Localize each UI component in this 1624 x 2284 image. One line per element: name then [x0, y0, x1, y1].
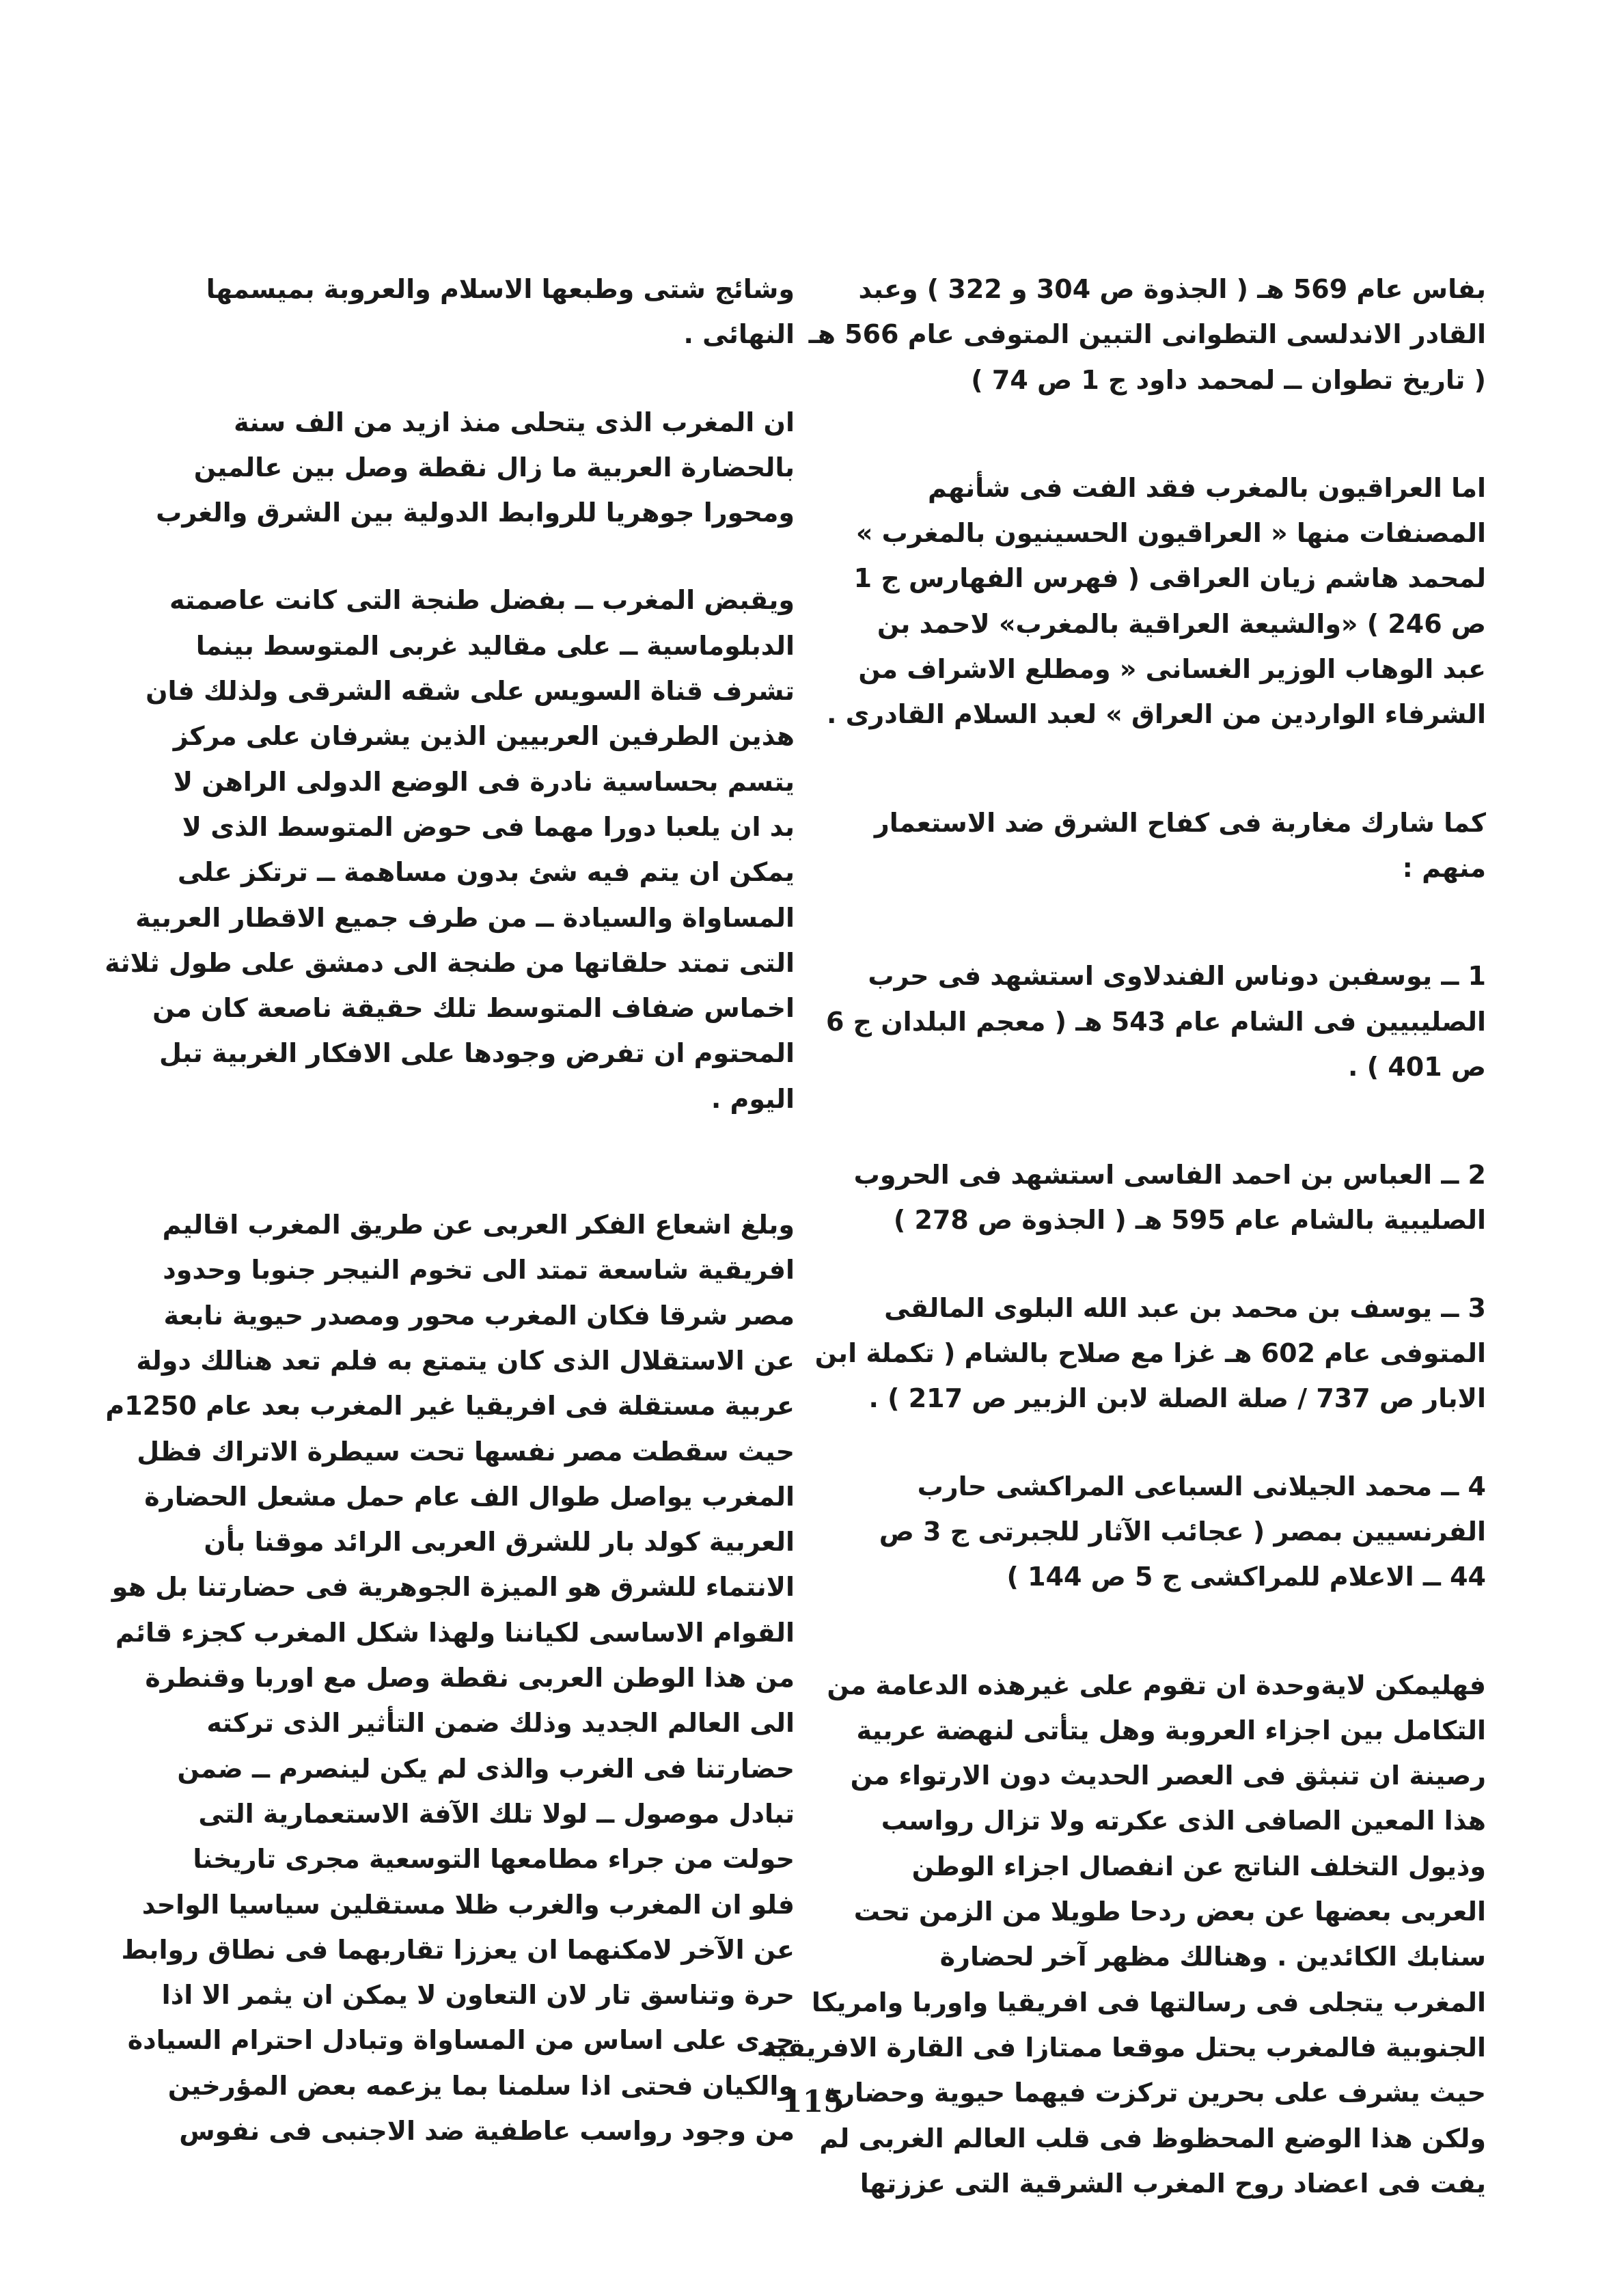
text-line: وشائج شتى وطبعها الاسلام والعروبة بميسمها — [206, 274, 795, 304]
text-line: الفرنسيين بمصر ( عجائب الآثار للجبرتى ج 3 ص — [879, 1516, 1486, 1547]
text-line: بفاس عام 569 هـ ( الجذوة ص 304 و 322 ) وعبد — [858, 274, 1486, 304]
text-line: اخماس ضفاف المتوسط تلك حقيقة ناصعة كان من — [152, 993, 795, 1024]
list-item-4 — [847, 1464, 1486, 1600]
text-line: كما شارك مغاربة فى كفاح الشرق ضد الاستعمار — [874, 807, 1486, 838]
text-line: حيث يشرف على بحرين تركزت فيهما حيوية وحضارة — [824, 2078, 1486, 2108]
text-line: الانتماء للشرق هو الميزة الجوهرية فى حضارتنا بل هو — [111, 1572, 795, 1603]
paragraph-fes-scholars — [808, 267, 1486, 403]
text-line: عن الآخر لامكنهما ان يعززا تقاربهما فى نطاق روابط — [121, 1934, 795, 1965]
text-line: سنابك الكائدين . وهنالك مظهر آخر لحضارة — [939, 1942, 1486, 1972]
text-line: يفت فى اعضاد روح المغرب الشرقية التى عززتها — [859, 2168, 1486, 2199]
paragraph-participation-intro — [847, 800, 1486, 891]
text-line: وذيول التخلف الناتج عن انفصال اجزاء الوطن — [911, 1851, 1486, 1881]
paragraph-continuation — [156, 267, 795, 357]
left-column — [105, 267, 795, 2153]
text-line: المصنفات منها « العراقيون الحسينيون بالمغرب » — [855, 518, 1486, 549]
paragraph-morocco-bridge — [156, 400, 795, 536]
text-line: التى تمتد حلقاتها من طنجة الى دمشق على طول ثلاثة — [105, 947, 795, 978]
text-line: المتوفى عام 602 هـ غزا مع صلاح بالشام ( تكملة ابن — [814, 1338, 1486, 1369]
text-line: حيث سقطت مصر نفسها تحت سيطرة الاتراك فظل — [137, 1436, 795, 1467]
text-line: المساواة والسيادة ــ من طرف جميع الاقطار العربية — [135, 902, 795, 933]
text-line: 44 ــ الاعلام للمراكشى ج 5 ص 144 ) — [1006, 1562, 1486, 1592]
text-line: فهليمكن لايةوحدة ان تقوم على غيرهذه الدعامة من — [827, 1670, 1486, 1700]
text-line: الصليبية بالشام عام 595 هـ ( الجذوة ص 278 ) — [893, 1205, 1486, 1236]
text-line: تبادل موصول ــ لولا تلك الآفة الاستعمارية التى — [198, 1798, 795, 1829]
text-line: والكيان فحتى اذا سلمنا بما يزعمه بعض المؤرخين — [167, 2070, 795, 2101]
text-line: تشرف قناة السويس على شقه الشرقى ولذلك فان — [146, 676, 795, 707]
text-line: هذين الطرفين العربيين الذين يشرفان على مركز — [173, 721, 795, 752]
text-line: حرة وتناسق تار لان التعاون لا يمكن ان يثمر الا اذا — [161, 1980, 795, 2011]
list-item-2 — [847, 1152, 1486, 1243]
text-line: حضارتنا فى الغرب والذى لم يكن لينصرم ــ ضمن — [177, 1753, 795, 1784]
text-line: الدبلوماسية ــ على مقاليد غربى المتوسط بينما — [195, 630, 795, 661]
text-line: الى العالم الجديد وذلك ضمن التأثير الذى تركته — [206, 1708, 795, 1739]
text-line: ص 401 ) . — [1348, 1051, 1486, 1082]
list-item-1 — [825, 953, 1486, 1089]
text-line: ص 246 ) «والشيعة العراقية بالمغرب» لاحمد بن — [877, 608, 1486, 639]
text-line: القوام الاساسى لكياننا ولهذا شكل المغرب كجزء قائم — [115, 1617, 795, 1648]
text-line: ولكن هذا الوضع المحظوظ فى قلب العالم الغربى لم — [819, 2123, 1486, 2153]
text-line: المحتوم ان تفرض وجودها على الافكار الغربية تبل — [159, 1038, 795, 1069]
paragraph-iraqis-in-morocco — [826, 465, 1486, 737]
text-line: بد ان يلعبا دورا مهما فى حوض المتوسط الذى لا — [182, 811, 795, 842]
text-line: الابار ص 737 / صلة الصلة لابن الزبير ص 217 ) . — [868, 1383, 1486, 1414]
text-line: ان المغرب الذى يتحلى منذ ازيد من الف سنة — [234, 407, 795, 437]
text-line: فلو ان المغرب والغرب ظلا مستقلين سياسيا الواحد — [141, 1889, 795, 1920]
text-line: جرى على اساس من المساواة وتبادل احترام السيادة — [127, 2025, 795, 2056]
text-line: من وجود رواسب عاطفية ضد الاجنبى فى نفوس — [179, 2115, 795, 2146]
text-line: بالحضارة العربية ما زال نقطة وصل بين عالمين — [193, 452, 795, 482]
text-line: يتسم بحساسية نادرة فى الوضع الدولى الراهن لا — [173, 766, 795, 797]
text-line: المغرب يواصل طوال الف عام حمل مشعل الحضارة — [144, 1481, 795, 1512]
text-line: اما العراقيون بالمغرب فقد الفت فى شأنهم — [928, 472, 1486, 503]
text-line: 3 ــ يوسف بن محمد بن عبد الله البلوى المالقى — [884, 1292, 1486, 1323]
list-item-3 — [814, 1286, 1486, 1422]
text-line: العربية كولد بار للشرق العربى الرائد موقنا بأن — [204, 1527, 795, 1558]
text-line: القادر الاندلسى التطوانى التبين المتوفى عام 566 هـ — [808, 319, 1486, 350]
text-line: الصليبيين فى الشام عام 543 هـ ( معجم البلدان ج 6 — [825, 1006, 1486, 1037]
text-line: المغرب يتجلى فى رسالتها فى افريقيا واوربا وامريكا — [811, 1987, 1486, 2017]
text-line: 2 ــ العباس بن احمد الفاسى استشهد فى الحروب — [853, 1160, 1486, 1191]
text-line: افريقية شاسعة تمتد الى تخوم النيجر جنوبا وحدود — [163, 1255, 795, 1286]
text-line: 1 ــ يوسفبن دوناس الفندلاوى استشهد فى حرب — [868, 961, 1486, 992]
text-line: لمحمد هاشم زيان العراقى ( فهرس الفهارس ج 1 — [853, 563, 1486, 594]
page-number: 115 — [782, 2084, 844, 2119]
text-line: عبد الوهاب الوزير الغسانى « ومطلع الاشراف من — [858, 654, 1486, 685]
text-line: هذا المعين الصافى الذى عكرته ولا تزال رواسب — [881, 1806, 1486, 1836]
text-line: وبلغ اشعاع الفكر العربى عن طريق المغرب اقاليم — [162, 1210, 795, 1240]
text-line: ( تاريخ تطوان ــ لمحمد داود ج 1 ص 74 ) — [971, 364, 1486, 395]
text-line: عربية مستقلة فى افريقيا غير المغرب بعد عام 1250م — [105, 1391, 795, 1422]
paragraph-arab-thought — [105, 1202, 795, 2153]
text-line: عن الاستقلال الذى كان يتمتع به فلم تعد هنالك دولة — [136, 1345, 795, 1376]
text-line: الجنوبية فالمغرب يحتل موقعا ممتازا فى القارة الافريقية — [761, 2032, 1486, 2063]
paragraph-mediterranean — [105, 577, 795, 1121]
text-line: التكامل بين اجزاء العروبة وهل يتأتى لنهضة عربية — [856, 1715, 1486, 1745]
text-line: منهم : — [1402, 852, 1486, 883]
text-line: ويقبض المغرب ــ بفضل طنجة التى كانت عاصمته — [169, 585, 795, 616]
text-line: من هذا الوطن العربى نقطة وصل مع اوربا وقنطرة — [145, 1663, 795, 1694]
text-line: رصينة ان تنبثق فى العصر الحديث دون الارتواء من — [850, 1760, 1486, 1791]
text-line: 4 ــ محمد الجيلانى السباعى المراكشى حارب — [917, 1471, 1486, 1501]
text-line: الشرفاء الواردين من العراق » لعبد السلام القادرى . — [826, 699, 1486, 730]
text-line: اليوم . — [711, 1083, 795, 1114]
text-line: مصر شرقا فكان المغرب محور ومصدر حيوية نابعة — [163, 1300, 795, 1331]
text-line: يمكن ان يتم فيه شئ بدون مساهمة ــ ترتكز على — [177, 857, 795, 888]
text-line: النهائى . — [683, 319, 795, 350]
text-line: ومحورا جوهريا للروابط الدولية بين الشرق والغرب — [156, 498, 795, 528]
text-line: العربى بعضها عن بعض ردحا طويلا من الزمن تحت — [853, 1896, 1486, 1927]
text-line: حولت من جراء مطامعها التوسعية مجرى تاريخنا — [193, 1844, 795, 1875]
